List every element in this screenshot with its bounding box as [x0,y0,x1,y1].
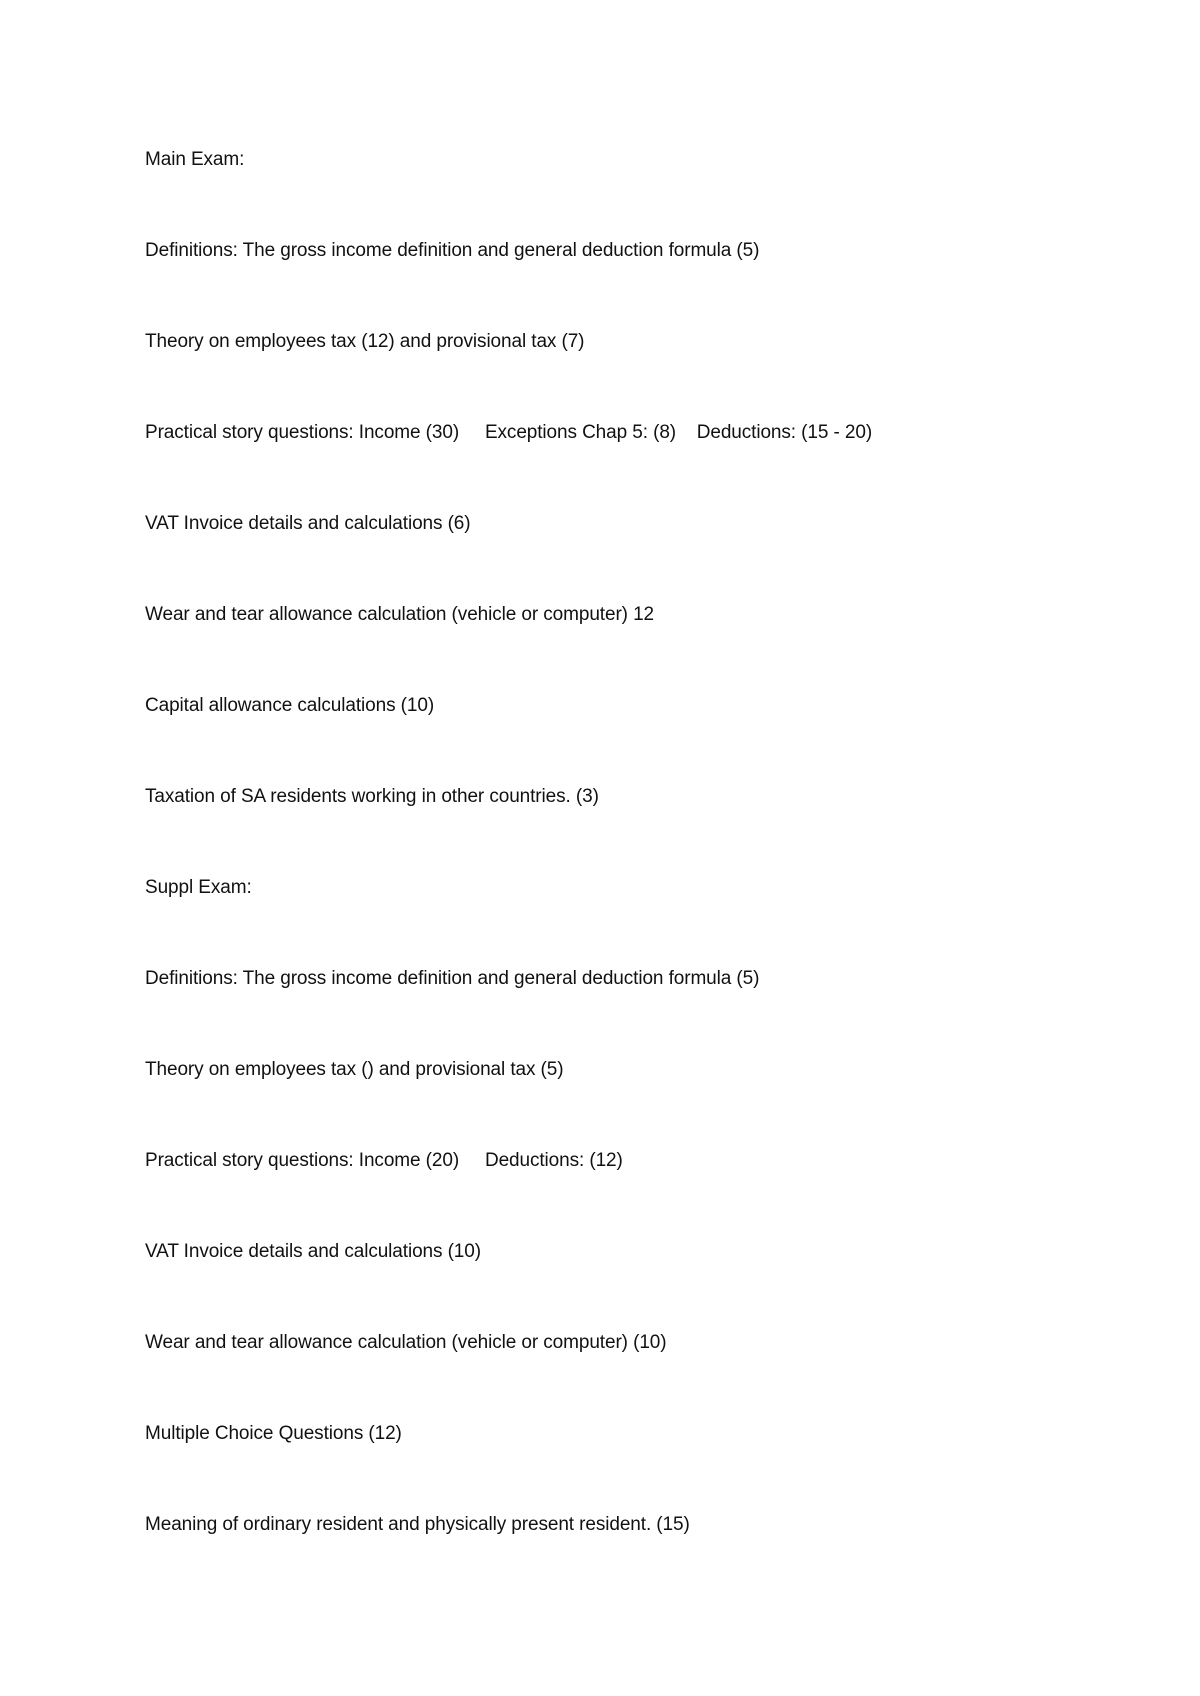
main-exam-item-capital-allowance: Capital allowance calculations (10) [145,695,435,716]
main-exam-item-definitions: Definitions: The gross income definition and general deduction formula (5) [145,240,760,261]
suppl-exam-item-residency-meaning: Meaning of ordinary resident and physically present resident. (15) [145,1514,690,1535]
suppl-exam-item-multiple-choice: Multiple Choice Questions (12) [145,1423,402,1444]
suppl-exam-item-practical: Practical story questions: Income (20) Deductions: (12) [145,1150,623,1171]
suppl-exam-item-theory: Theory on employees tax () and provisional tax (5) [145,1059,564,1080]
main-exam-item-practical: Practical story questions: Income (30) Exceptions Chap 5: (8) Deductions: (15 - 20) [145,422,873,443]
suppl-exam-item-wear-and-tear: Wear and tear allowance calculation (vehicle or computer) (10) [145,1332,667,1353]
main-exam-item-taxation-residents: Taxation of SA residents working in other countries. (3) [145,786,599,807]
main-exam-item-theory: Theory on employees tax (12) and provisional tax (7) [145,331,585,352]
main-exam-item-wear-and-tear: Wear and tear allowance calculation (vehicle or computer) 12 [145,604,655,625]
main-exam-heading: Main Exam: [145,149,245,170]
suppl-exam-item-vat: VAT Invoice details and calculations (10) [145,1241,481,1262]
suppl-exam-item-definitions: Definitions: The gross income definition and general deduction formula (5) [145,968,760,989]
main-exam-item-vat: VAT Invoice details and calculations (6) [145,513,471,534]
suppl-exam-heading: Suppl Exam: [145,877,252,898]
